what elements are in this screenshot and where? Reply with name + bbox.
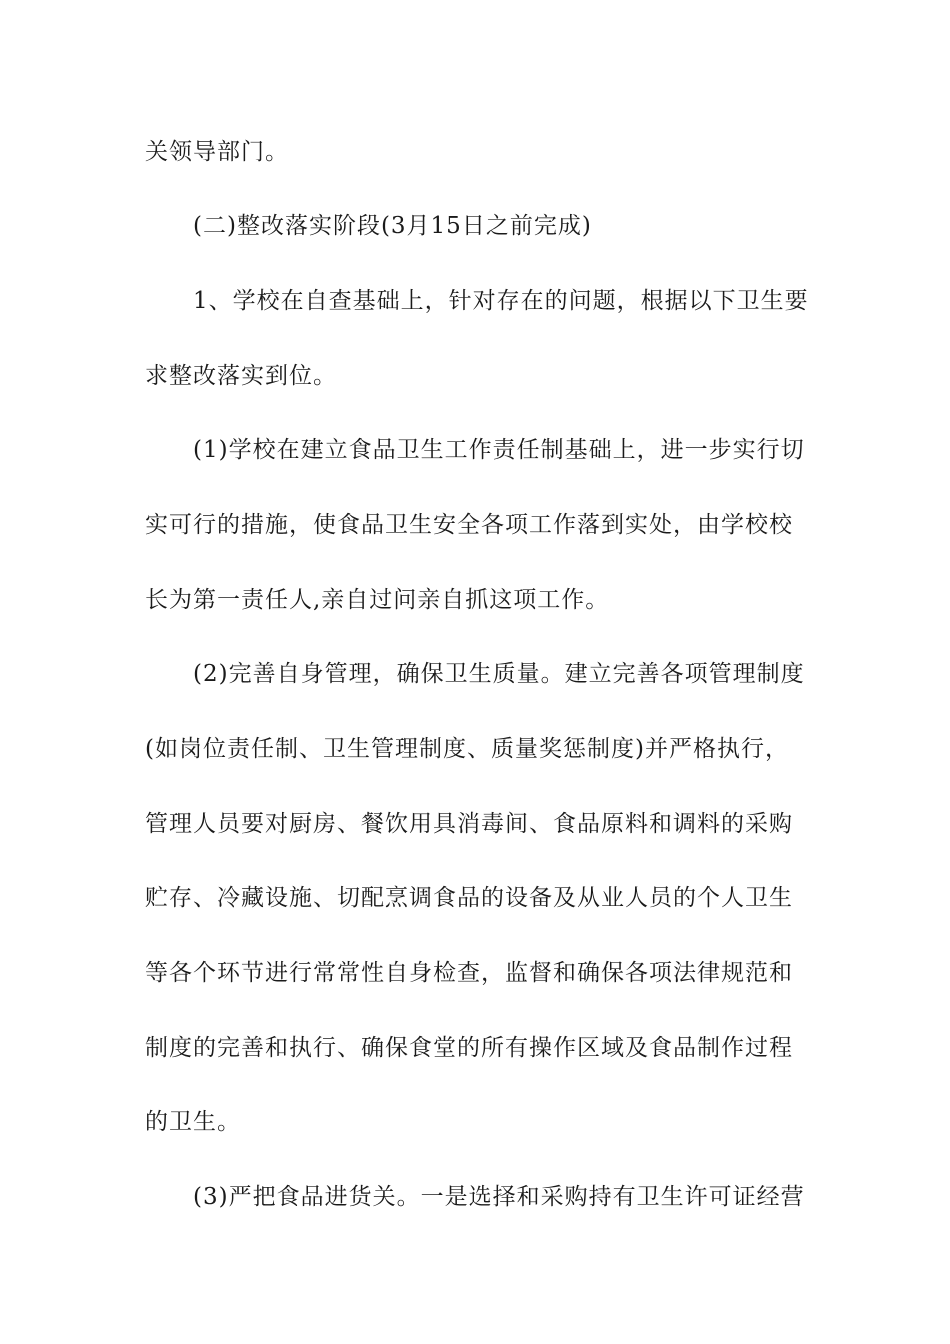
- text-line: 等各个环节进行常常性自身检查，监督和确保各项法律规范和: [145, 960, 793, 986]
- text-line: 管理人员要对厨房、餐饮用具消毒间、食品原料和调料的采购: [145, 811, 793, 837]
- text-line: (2)完善自身管理，确保卫生质量。建立完善各项管理制度: [193, 661, 805, 687]
- text-line: (如岗位责任制、卫生管理制度、质量奖惩制度)并严格执行，: [145, 736, 789, 762]
- text-line: 贮存、冷藏设施、切配烹调食品的设备及从业人员的个人卫生: [145, 885, 793, 911]
- section-heading: (二)整改落实阶段(3月15日之前完成): [193, 213, 592, 239]
- text-line: 求整改落实到位。: [145, 363, 337, 389]
- text-line: 长为第一责任人,亲自过问亲自抓这项工作。: [145, 587, 610, 613]
- text-line: 制度的完善和执行、确保食堂的所有操作区域及食品制作过程: [145, 1035, 793, 1061]
- text-line: 关领导部门。: [145, 139, 289, 165]
- text-line: 1、学校在自查基础上，针对存在的问题，根据以下卫生要: [193, 288, 809, 314]
- text-line: (1)学校在建立食品卫生工作责任制基础上，进一步实行切: [193, 437, 805, 463]
- text-line: (3)严把食品进货关。一是选择和采购持有卫生许可证经营: [193, 1184, 805, 1210]
- text-line: 实可行的措施，使食品卫生安全各项工作落到实处，由学校校: [145, 512, 793, 538]
- text-line: 的卫生。: [145, 1109, 241, 1135]
